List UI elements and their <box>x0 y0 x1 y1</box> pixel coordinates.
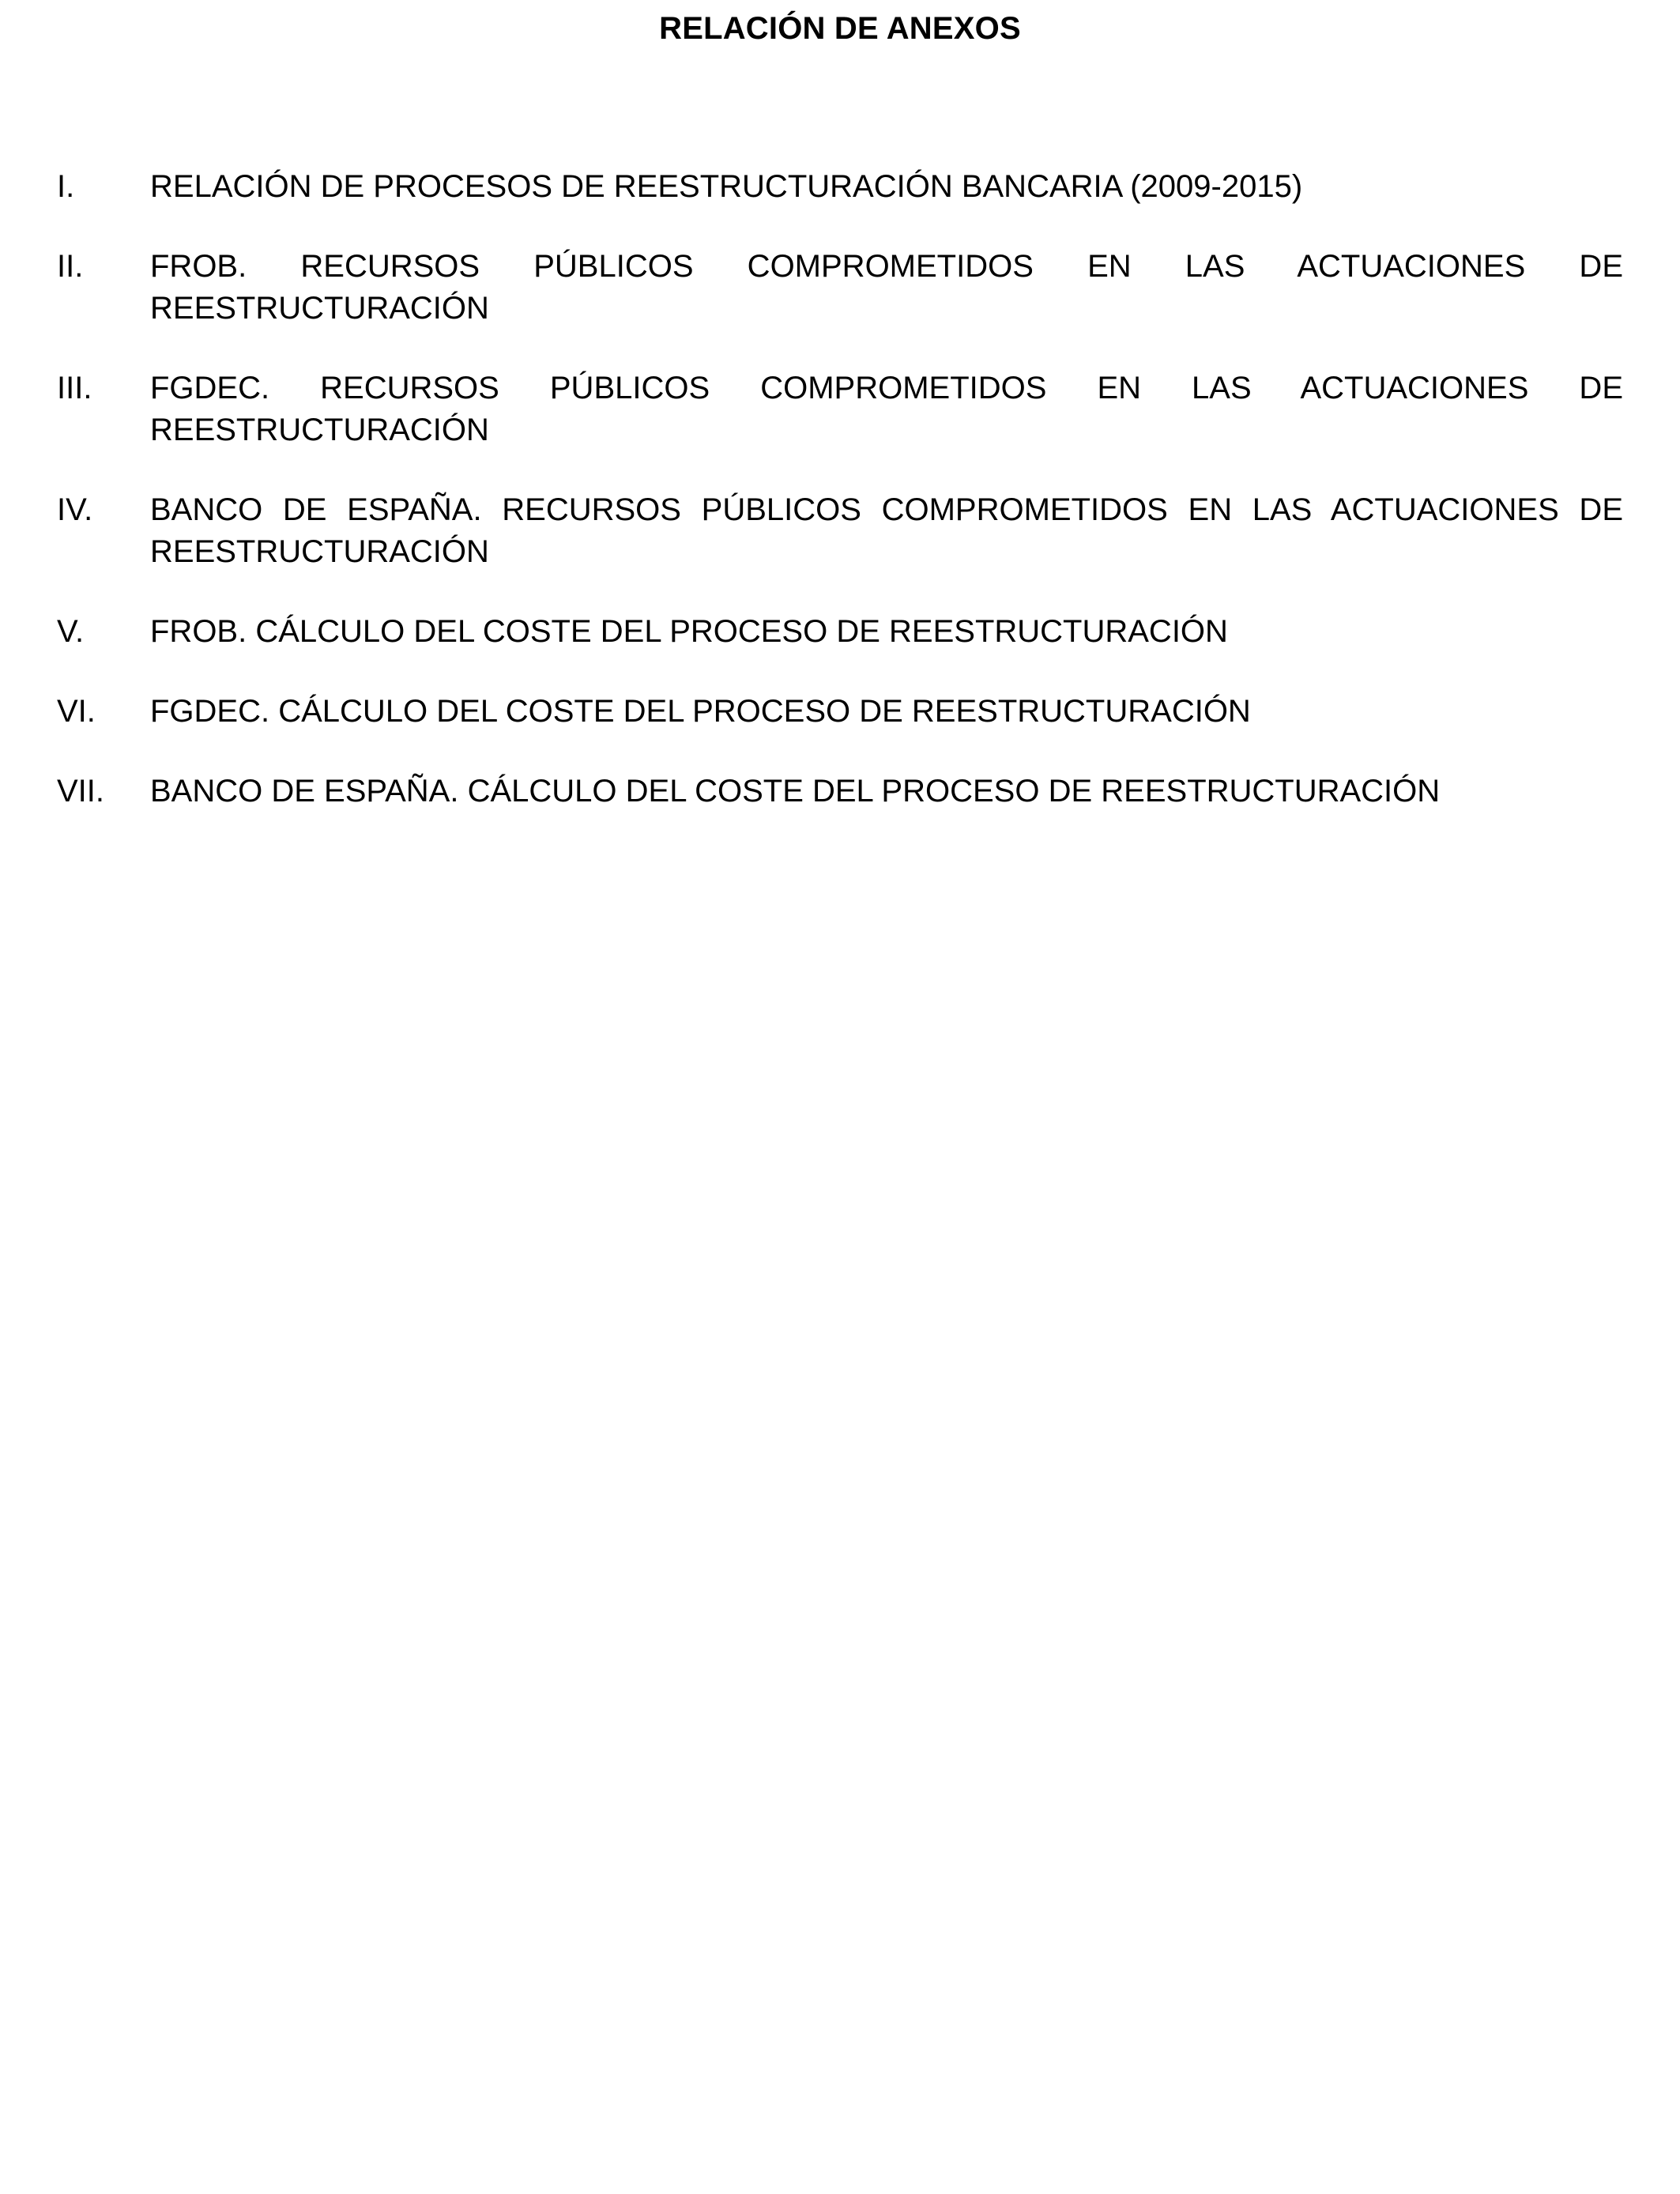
annex-item-7 <box>57 771 1623 812</box>
annex-numeral: III. <box>57 371 92 405</box>
annex-item-2 <box>57 246 1623 330</box>
annex-title: FGDEC. RECURSOS PÚBLICOS COMPROMETIDOS EN LAS ACTUACIONES DE REESTRUCTURACIÓN <box>150 371 1623 447</box>
annex-item-5 <box>57 611 1623 653</box>
annex-numeral: II. <box>57 249 84 284</box>
annex-title: FROB. CÁLCULO DEL COSTE DEL PROCESO DE REESTRUCTURACIÓN <box>150 614 1228 649</box>
page-title: RELACIÓN DE ANEXOS <box>659 11 1021 46</box>
annex-title: FROB. RECURSOS PÚBLICOS COMPROMETIDOS EN LAS ACTUACIONES DE REESTRUCTURACIÓN <box>150 249 1623 326</box>
annex-numeral: VI. <box>57 694 96 729</box>
annex-title: FGDEC. CÁLCULO DEL COSTE DEL PROCESO DE REESTRUCTURACIÓN <box>150 694 1251 729</box>
annex-title: BANCO DE ESPAÑA. CÁLCULO DEL COSTE DEL PROCESO DE REESTRUCTURACIÓN <box>150 774 1441 809</box>
annex-title: BANCO DE ESPAÑA. RECURSOS PÚBLICOS COMPROMETIDOS EN LAS ACTUACIONES DE REESTRUCTURACIÓN <box>150 492 1623 569</box>
annex-numeral: I. <box>57 169 75 204</box>
annex-item-6 <box>57 691 1623 733</box>
annex-numeral: V. <box>57 614 85 649</box>
annex-item-3 <box>57 368 1623 451</box>
annex-item-1 <box>57 166 1623 208</box>
annex-numeral: IV. <box>57 492 93 527</box>
annex-item-4 <box>57 489 1623 573</box>
annex-list <box>57 166 1623 850</box>
annex-numeral: VII. <box>57 774 105 809</box>
annex-title: RELACIÓN DE PROCESOS DE REESTRUCTURACIÓN BANCARIA (2009-2015) <box>150 169 1303 204</box>
